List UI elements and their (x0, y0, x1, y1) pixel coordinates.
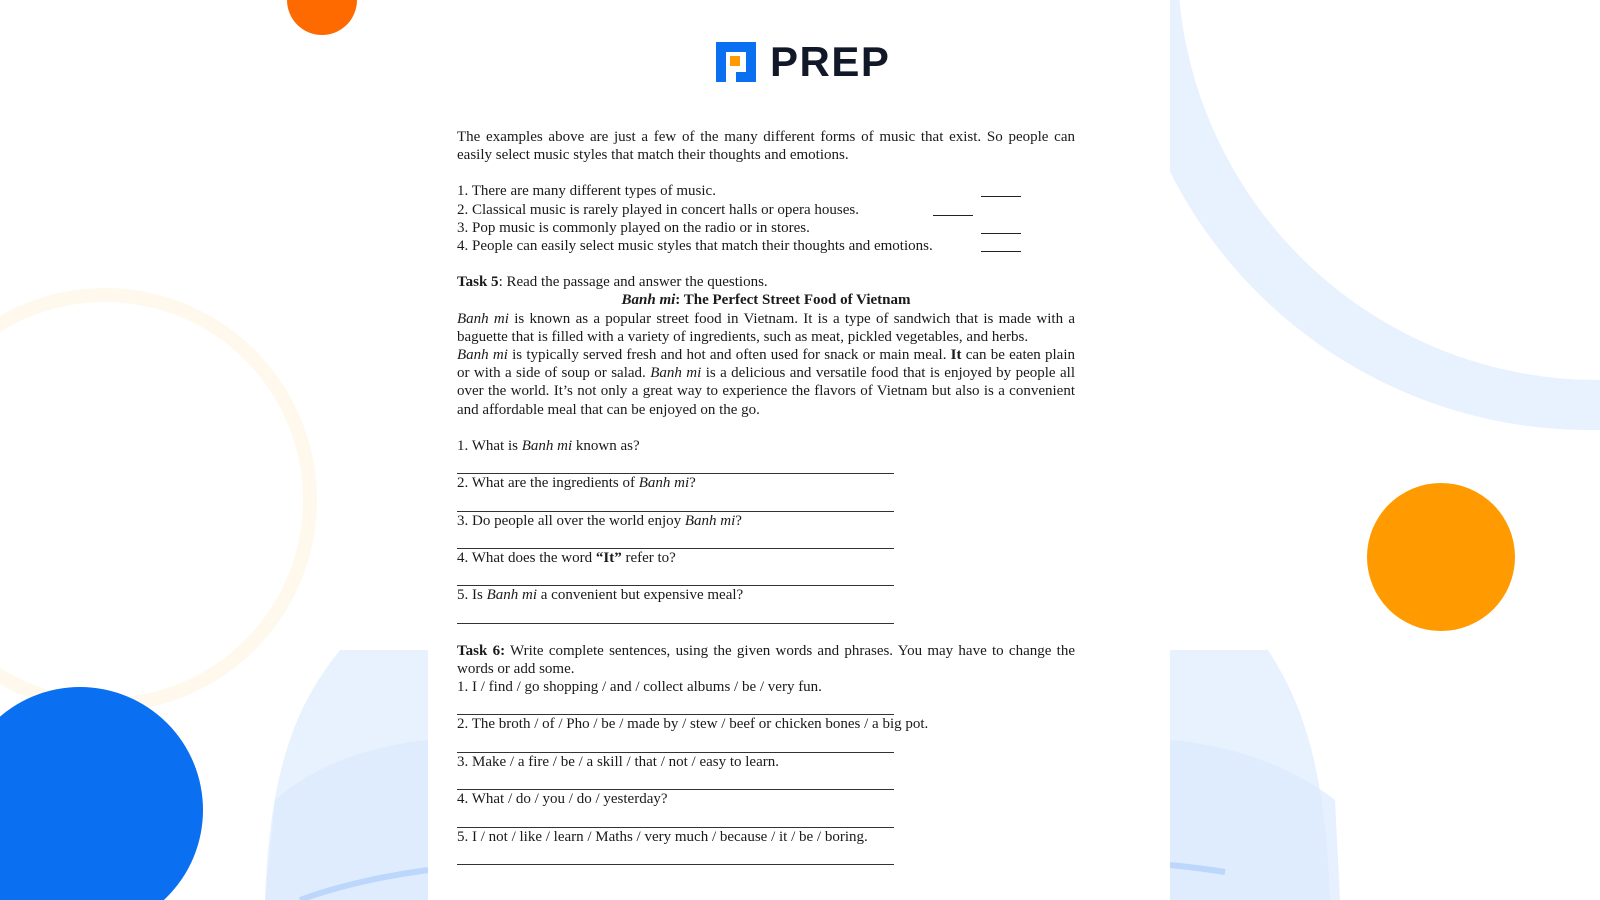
question-3: 3. Do people all over the world enjoy Banh mi? (457, 512, 742, 529)
task5-heading: Task 5: Read the passage and answer the questions. (457, 274, 768, 291)
task6-item: 1. I / find / go shopping / and / collect albums / be / very fun. (457, 679, 822, 696)
task6-heading: Task 6: Write complete sentences, using the given words and phrases. You may have to change the words or add some. (457, 642, 1075, 677)
passage-title: Banh mi: The Perfect Street Food of Vietnam (621, 292, 911, 309)
answer-line[interactable] (457, 771, 894, 790)
worksheet-content (457, 128, 1075, 865)
intro-paragraph: The examples above are just a few of the many different forms of music that exist. So people can easily select music styles that match their thoughts and emotions. (457, 129, 1075, 164)
answer-line[interactable] (457, 696, 894, 715)
task6-item: 3. Make / a fire / be / a skill / that / not / easy to learn. (457, 753, 779, 770)
answer-line[interactable] (457, 734, 894, 753)
answer-line[interactable] (457, 455, 894, 474)
answer-line[interactable] (457, 604, 894, 623)
tf-item: 1. There are many different types of music. (457, 182, 1075, 200)
tf-blank[interactable] (933, 201, 973, 216)
blue-circle-decoration (0, 687, 203, 900)
tf-item: 3. Pop music is commonly played on the radio or in stores. (457, 219, 1075, 237)
tf-blank[interactable] (981, 182, 1021, 197)
blue-arc-decoration (1120, 0, 1600, 430)
tf-item: 2. Classical music is rarely played in concert halls or opera houses. (457, 201, 1075, 219)
cream-ring-decoration (0, 295, 310, 705)
task6-item: 5. I / not / like / learn / Maths / very much / because / it / be / boring. (457, 828, 868, 845)
answer-line[interactable] (457, 492, 894, 511)
logo-text: PREP (770, 38, 891, 85)
orange-small-circle (287, 0, 357, 35)
question-5: 5. Is Banh mi a convenient but expensive meal? (457, 587, 744, 604)
question-2: 2. What are the ingredients of Banh mi? (457, 475, 696, 492)
prep-logo (710, 36, 890, 88)
tf-blank[interactable] (981, 237, 1021, 252)
passage-paragraph-2: Banh mi is typically served fresh and hot and often used for snack or main meal. It can be eaten plain or with a side of soup or salad. Banh mi is a delicious and versatile food that is enjoyed by people all over the world. It’s not only a great way to experience the flavors of Vietnam but also is a convenient and affordable meal that can be enjoyed on the go. (457, 346, 1076, 418)
answer-line[interactable] (457, 530, 894, 549)
task6-item: 2. The broth / of / Pho / be / made by / stew / beef or chicken bones / a big pot. (457, 716, 929, 733)
task6-item: 4. What / do / you / do / yesterday? (457, 791, 668, 808)
orange-circle-decoration (1367, 483, 1515, 631)
answer-line[interactable] (457, 567, 894, 586)
question-4: 4. What does the word “It” refer to? (457, 549, 676, 566)
passage-paragraph-1: Banh mi is known as a popular street food in Vietnam. It is a type of sandwich that is made with a baguette that is filled with a variety of ingredients, such as meat, pickled vegetables, and herbs. (457, 310, 1075, 345)
tf-item: 4. People can easily select music styles that match their thoughts and emotions. (457, 237, 1075, 255)
answer-line[interactable] (457, 808, 894, 827)
question-1: 1. What is Banh mi known as? (457, 437, 640, 454)
tf-blank[interactable] (981, 219, 1021, 234)
answer-line[interactable] (457, 846, 894, 865)
prep-logo-icon (710, 36, 762, 88)
